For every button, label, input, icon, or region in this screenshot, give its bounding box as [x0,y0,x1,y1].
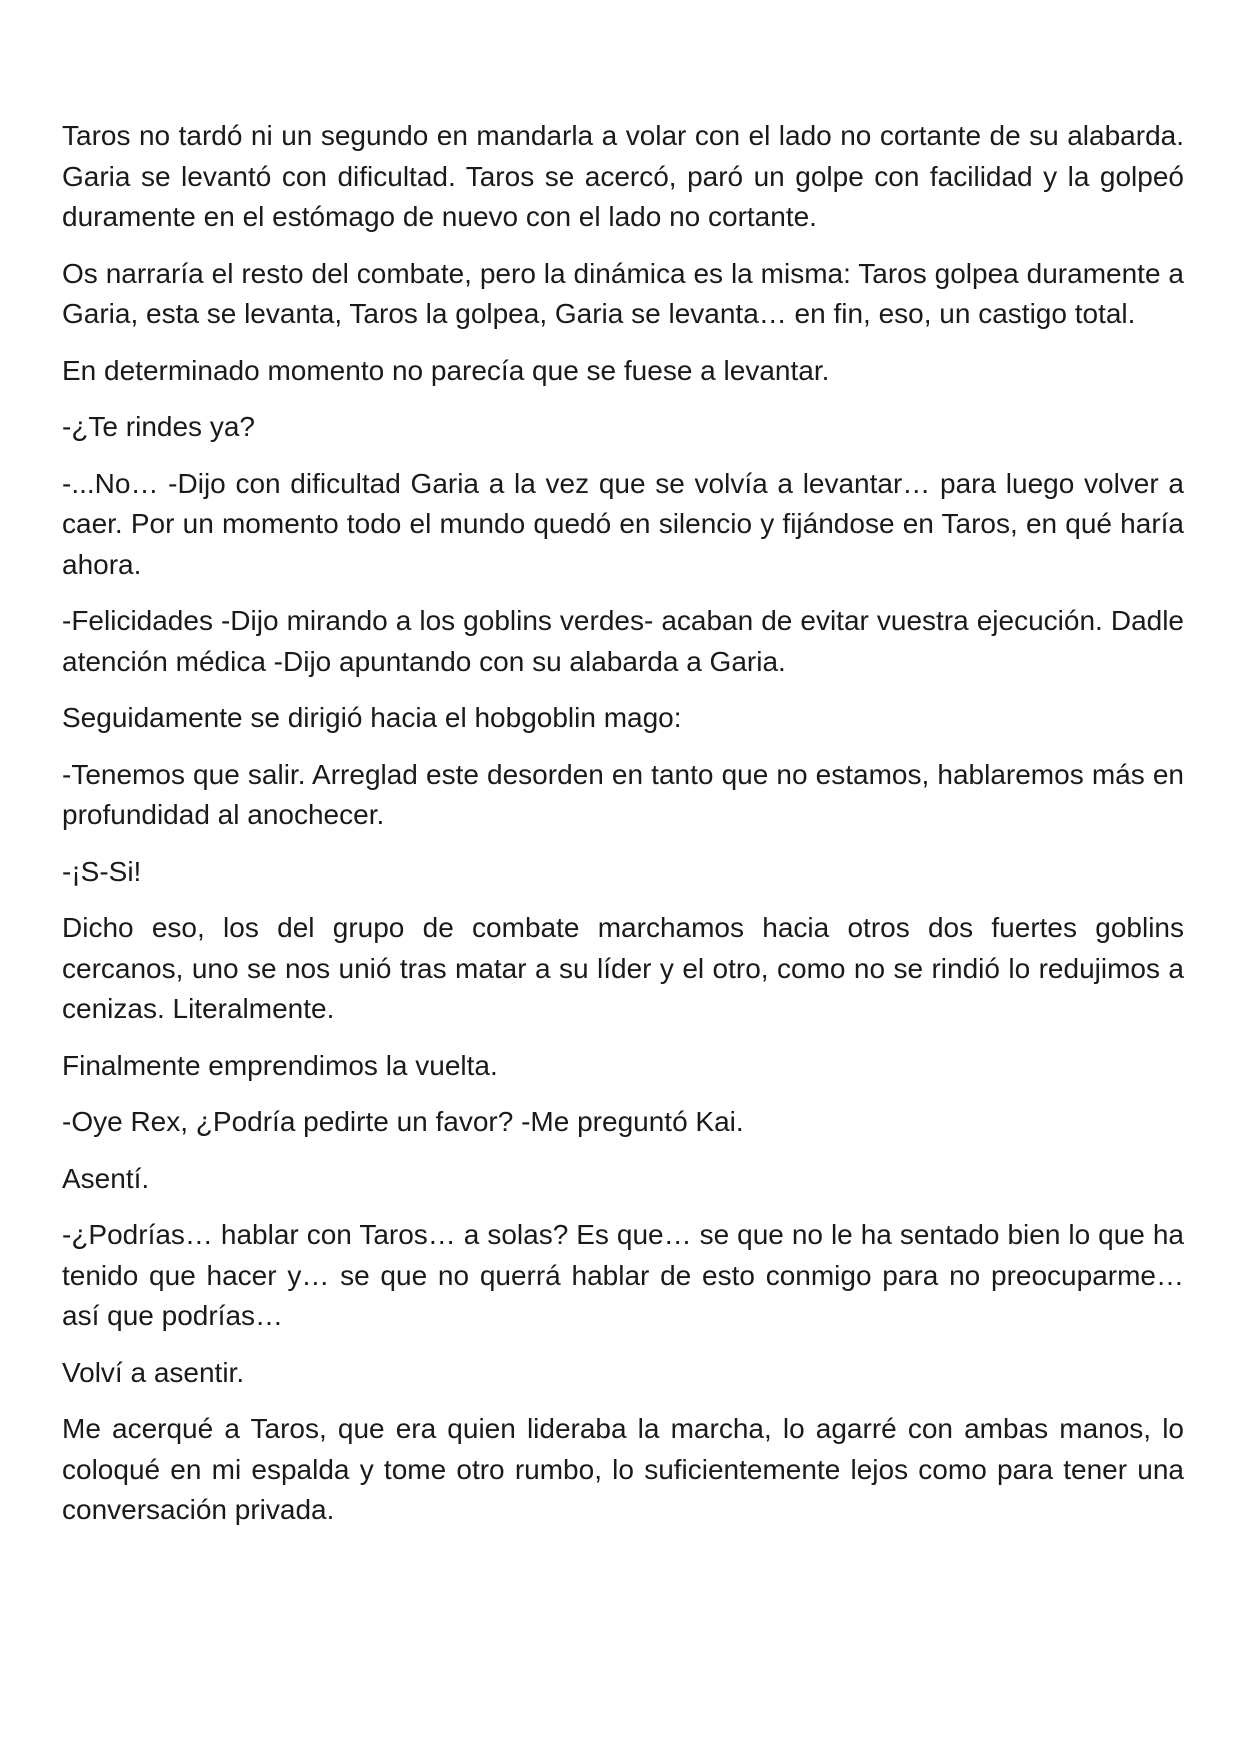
paragraph-8: -Tenemos que salir. Arreglad este desorden en tanto que no estamos, hablaremos más en profundidad al anochecer. [62,758,1184,830]
paragraph-10: Dicho eso, los del grupo de combate marchamos hacia otros dos fuertes goblins cercanos, uno se nos unió tras matar a su líder y el otro, como no se rindió lo redujimos a cenizas. Literalmente. [62,912,1184,1024]
paragraph-9: -¡S-Si! [62,855,142,887]
paragraph-5: -...No… -Dijo con dificultad Garia a la vez que se volvía a levantar… para luego volver a caer. Por un momento todo el mundo quedó en silencio y fijándose en Taros, en qué haría ahora. [62,467,1184,580]
document-page [62,116,1184,1547]
paragraph-6: -Felicidades -Dijo mirando a los goblins verdes- acaban de evitar vuestra ejecución. Dadle atención médica -Dijo apuntando con su alabarda a Garia. [62,605,1184,677]
paragraph-16: Me acerqué a Taros, que era quien lideraba la marcha, lo agarré con ambas manos, lo coloqué en mi espalda y tome otro rumbo, lo suficientemente lejos como para tener una conversación privada. [62,1413,1184,1525]
paragraph-2: Os narraría el resto del combate, pero la dinámica es la misma: Taros golpea duramente a Garia, esta se levanta, Taros la golpea, Garia se levanta… en fin, eso, un castigo total. [62,257,1184,329]
paragraph-1: Taros no tardó ni un segundo en mandarla a volar con el lado no cortante de su alabarda. Garia se levantó con dificultad. Taros se acercó, paró un golpe con facilidad y la golpeó duramente en el estómago de nuevo con el lado no cortante. [62,120,1184,232]
paragraph-7: Seguidamente se dirigió hacia el hobgoblin mago: [62,702,682,733]
paragraph-11: Finalmente emprendimos la vuelta. [62,1049,498,1081]
paragraph-4: -¿Te rindes ya? [62,411,255,442]
paragraph-15: Volví a asentir. [62,1356,245,1388]
paragraph-13: Asentí. [62,1162,150,1194]
paragraph-12: -Oye Rex, ¿Podría pedirte un favor? -Me preguntó Kai. [62,1106,744,1137]
paragraph-3: En determinado momento no parecía que se fuese a levantar. [62,354,830,386]
paragraph-14: -¿Podrías… hablar con Taros… a solas? Es que… se que no le ha sentado bien lo que ha tenido que hacer y… se que no querrá hablar de esto conmigo para no preocuparme… así que podrías… [62,1219,1184,1331]
